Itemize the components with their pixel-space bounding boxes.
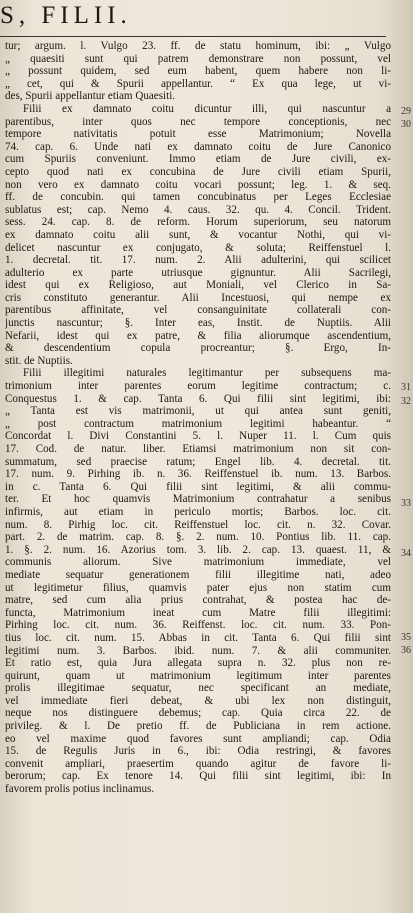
text-line: & descendentium copula procreantur; §. Ergo, In- (5, 342, 391, 355)
text-line: 17. Cod. de natur. liber. Etiamsi matrimonium non sit con- (5, 443, 391, 455)
margin-number: 29 (401, 106, 411, 117)
text-line: Et ratio est, quia Jura allegata supra n. 32. plus non re- (5, 657, 391, 670)
text-line: quirunt, quam ut matrimonium legitimum inter parentes (5, 669, 391, 682)
text-line: „ cet, qui & Spurii appellantur. “ Ex qua lege, ut vi- (5, 77, 391, 90)
body-text (5, 40, 391, 796)
text-line: „ possunt quidem, sed eum habent, quem habere non li- (5, 65, 391, 78)
text-line: idest qui ex Religioso, aut Moniali, vel Clerico in Sa- (5, 279, 391, 292)
text-line: privileg. & l. De pretio ff. de Publiciana in rem actione. (5, 720, 391, 733)
text-line: cris constituto generantur. Alii Incestuosi, qui nempe ex (5, 291, 391, 304)
text-line: „ post contractum matrimonium legitimi habeantur. “ (5, 417, 391, 430)
running-header: S, FILII. (0, 2, 132, 29)
text-line: convenit ampliari, praesertim quando agitur de favore li- (5, 757, 391, 770)
text-line: parentibus, inter quos nec tempore conceptionis, nec (5, 115, 391, 128)
text-line: num. 8. Pirhig loc. cit. Reiffenstuel loc. cit. n. 32. Covar. (5, 518, 391, 531)
text-line: stit. de Nuptiis. (5, 354, 73, 367)
text-line: des, Spurii appellantur etiam Quaesiti. (5, 90, 176, 103)
text-line: prolis illegitimae sequatur, nec specificant an mediate, (5, 682, 391, 695)
text-line: tur; argum. l. Vulgo 23. ff. de statu hominum, ibi: „ Vulgo (5, 40, 391, 52)
text-line: 1. §. 2. num. 16. Azorius tom. 3. lib. 2. cap. 13. quaest. 11, & (5, 543, 391, 556)
text-line: 74. cap. 6. Unde nati ex damnato coitu de Jure Canonico (5, 140, 391, 153)
text-line: Filii ex damnato coitu dicuntur illi, qui nascuntur a (23, 102, 391, 115)
text-line: parentibus affinitate, vel consanguinitate collaterali con- (5, 304, 391, 317)
text-line: sess. 24. cap. 8. de reform. Horum superiorum, seu natorum (5, 216, 391, 229)
text-line: vel immediate fieri debeat, & ubi lex non distinguit, (5, 694, 391, 707)
text-line: tius loc. cit. num. 15. Abbas in cit. Tanta 6. Qui filii sint (5, 631, 391, 644)
text-line: „ quaesiti sunt qui patrem demonstrare non possunt, vel (5, 52, 391, 65)
text-line: mediate sequatur generationem filii illegitime nati, adeo (5, 568, 391, 581)
text-line: functa, Matrimonium ineat cum Matre filii illegitimi: (5, 606, 391, 619)
text-line: ex damnato coitu alii sunt, & vocantur Nothi, qui vi- (5, 228, 391, 241)
text-line: Nefarii, idest qui ex patre, & filia aliorumque ascendentium, (5, 329, 391, 342)
text-line: communis aliorum. Sive matrimonium immediate, vel (5, 556, 391, 569)
margin-number: 31 (401, 382, 411, 393)
text-line: adulterio ex parte utriusque gignuntur. Alii Sacrilegi, (5, 266, 391, 279)
text-line: Concordat l. Divi Constantini 5. l. Nuper 11. l. Cum quis (5, 430, 391, 443)
text-line: 1. decretal. tit. 17. num. 2. Alii adulterini, qui scilicet (5, 254, 391, 267)
text-line: infirmis, aut etiam in periculo mortis; Barbos. loc. cit. (5, 505, 391, 518)
text-line: 15. de Regulis Juris in 6., ibi: Odia restringi, & favores (5, 745, 391, 758)
text-line: tempore nativitatis potuit esse Matrimonium; Novella (5, 128, 391, 141)
text-line: Pirhing loc. cit. num. 36. Reiffenst. loc. cit. num. 33. Pon- (5, 619, 391, 632)
text-line: in c. Tanta 6. Qui filii sint legitimi, & alii commu- (5, 480, 391, 493)
margin-number: 36 (401, 645, 411, 656)
text-line: trimonium inter parentes eorum legitime contractum; c. (5, 380, 391, 393)
text-line: part. 2. de matrim. cap. 8. §. 2. num. 10. Pontius lib. 11. cap. (5, 531, 391, 544)
text-line: junctis nascuntur; §. Inter eas, Instit. de Nuptiis. Alii (5, 317, 391, 330)
text-line: favorem prolis potius inclinamus. (5, 783, 155, 796)
margin-number: 30 (401, 119, 411, 130)
text-line: cepto quod nati ex concubina de Jure civili etiam Spurii, (5, 165, 391, 178)
text-line: ff. de concubin. qui tamen concubinatus per Leges Ecclesiae (5, 191, 391, 204)
text-line: neque nos distinguere debemus; cap. Quia circa 22. de (5, 707, 391, 720)
text-line: Filii illegitimi naturales legitimantur per subsequens ma- (23, 367, 391, 380)
text-line: non vero ex damnato coitu vocari possunt; leg. 1. & seq. (5, 178, 391, 191)
header-rule (0, 36, 386, 37)
text-line: delicet nascuntur ex conjugato, & soluta; Reiffenstuel l. (5, 241, 391, 254)
margin-number: 34 (401, 548, 411, 559)
text-line: 17. num. 9. Pirhing ib. n. 36. Reiffenstuel ib. num. 13. Barbos. (5, 468, 391, 481)
text-line: ter. Et hoc quamvis Matrimonium contrahatur a senibus (5, 493, 391, 506)
text-line: matre, sed cum alia prius contrahat, & postea hac de- (5, 594, 391, 607)
text-line: summatum, sed praecise ratum; Engel lib. 4. decretal. tit. (5, 455, 391, 468)
text-line: legitimi num. 3. Barbos. ibid. num. 7. & alii communiter. (5, 644, 391, 657)
text-line: sublatus est; cap. Nemo 4. caus. 32. qu. 4. Concil. Trident. (5, 203, 391, 216)
text-line: eo vel maxime quod favores sunt ampliandi; cap. Odia (5, 732, 391, 745)
text-line: cum Spuriis conveniunt. Immo etiam de Jure civili, ex- (5, 153, 391, 166)
margin-number: 33 (401, 498, 411, 509)
text-line: berorum; cap. Ex tenore 14. Qui filii sint legitimi, ibi: In (5, 770, 391, 783)
text-line: „ Tanta est vis matrimonii, ut qui antea sunt geniti, (5, 405, 391, 418)
text-line: ut legitimetur filius, quamvis pater ejus non statim cum (5, 581, 391, 594)
margin-number: 35 (401, 632, 411, 643)
text-line: Conquestus 1. & cap. Tanta 6. Qui filii sint legitimi, ibi: (5, 392, 391, 405)
margin-number: 32 (401, 396, 411, 407)
